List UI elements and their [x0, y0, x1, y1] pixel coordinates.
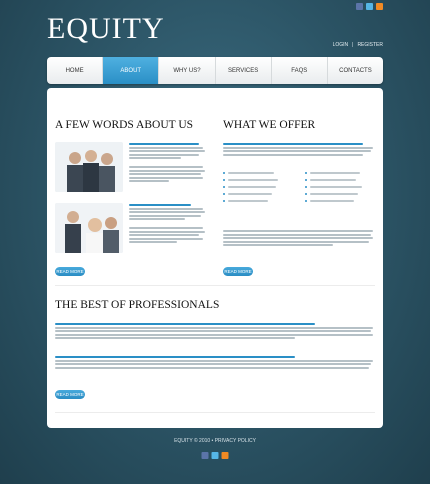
nav-home[interactable]: HOME	[47, 57, 103, 84]
register-link[interactable]: REGISTER	[357, 42, 383, 48]
social-links-bottom	[202, 452, 229, 459]
footer-text: EQUITY © 2010 • PRIVACY POLICY	[174, 438, 256, 444]
offer-text	[223, 230, 375, 246]
rss-icon[interactable]	[376, 3, 383, 10]
offer-intro	[223, 143, 375, 156]
section-divider	[55, 285, 375, 286]
about-read-more-button[interactable]: READ MORE	[56, 269, 84, 274]
main-nav	[47, 57, 383, 84]
nav-faqs[interactable]: FAQS	[272, 57, 328, 84]
facebook-icon[interactable]	[356, 3, 363, 10]
facebook-icon[interactable]	[202, 452, 209, 459]
team-photo-2	[55, 203, 123, 253]
content-panel	[47, 88, 383, 428]
offer-read-more-button[interactable]: READ MORE	[224, 269, 252, 274]
professionals-read-more-button[interactable]: READ MORE	[56, 392, 84, 397]
social-links-top	[356, 3, 383, 10]
team-photo-1	[55, 142, 123, 192]
offer-list-left	[223, 172, 278, 202]
site-logo[interactable]: EQUITY	[47, 12, 165, 45]
nav-services[interactable]: SERVICES	[216, 57, 272, 84]
about-text-1	[129, 143, 207, 182]
twitter-icon[interactable]	[366, 3, 373, 10]
professionals-text-2	[55, 356, 375, 369]
about-title: A FEW WORDS ABOUT US	[55, 119, 194, 131]
auth-links	[333, 42, 383, 48]
professionals-title: THE BEST OF PROFESSIONALS	[55, 299, 220, 311]
bottom-divider	[55, 412, 375, 413]
offer-title: WHAT WE OFFER	[223, 119, 316, 131]
rss-icon[interactable]	[222, 452, 229, 459]
nav-why-us[interactable]: WHY US?	[159, 57, 215, 84]
twitter-icon[interactable]	[212, 452, 219, 459]
login-link[interactable]: LOGIN	[332, 42, 349, 48]
professionals-text-1	[55, 323, 375, 339]
about-text-2	[129, 204, 207, 243]
nav-about[interactable]: ABOUT	[103, 57, 159, 84]
auth-separator: |	[352, 42, 354, 48]
nav-contacts[interactable]: CONTACTS	[339, 67, 372, 74]
offer-list-right	[305, 172, 362, 202]
